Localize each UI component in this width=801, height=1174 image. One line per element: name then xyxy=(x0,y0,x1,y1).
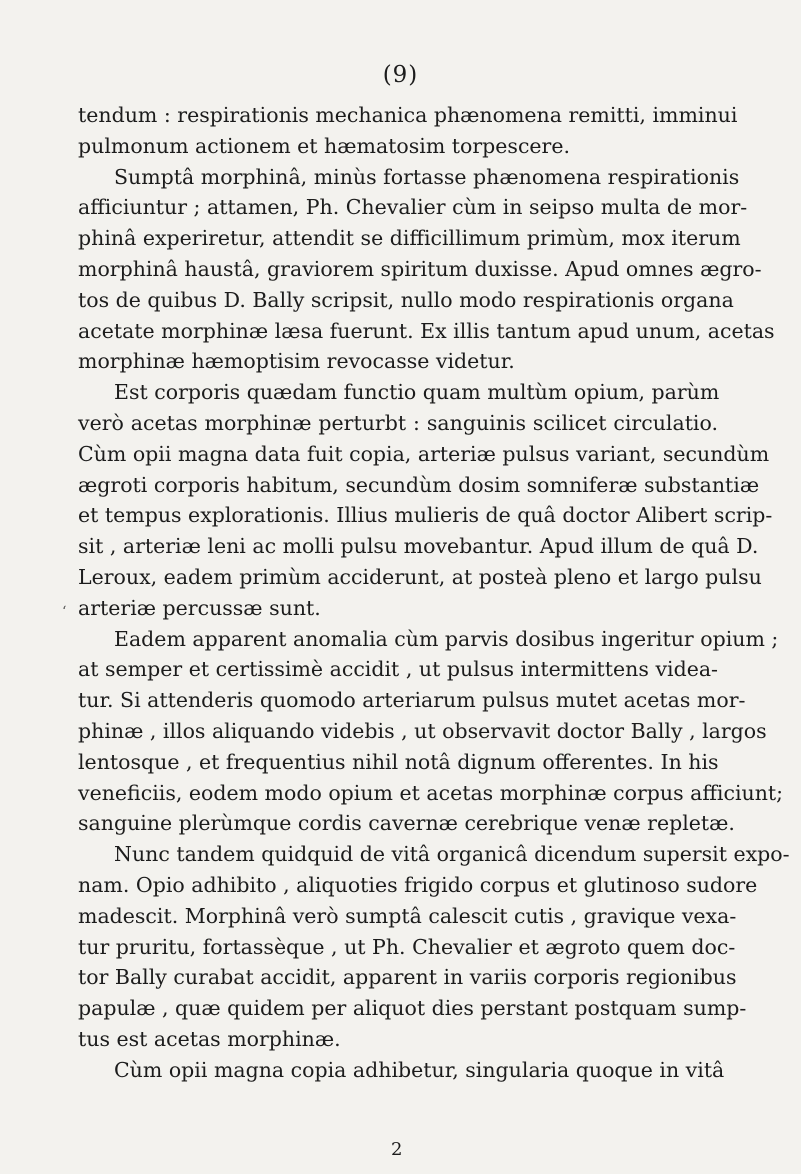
text-line: morphinâ haustâ, graviorem spiritum duxisse. Apud omnes ægro- xyxy=(78,256,762,281)
text-line: Sumptâ morphinâ, minùs fortasse phænomena respirationis xyxy=(114,164,740,189)
text-line: morphinæ hæmoptisim revocasse videtur. xyxy=(78,349,515,374)
body-text xyxy=(78,100,790,1086)
text-line: nam. Opio adhibito , aliquoties frigido corpus et glutinoso sudore xyxy=(78,872,758,897)
text-line: veneficiis, eodem modo opium et acetas morphinæ corpus afficiunt; xyxy=(78,780,784,805)
page-number: (9) xyxy=(382,62,419,88)
text-line: sanguine plerùmque cordis cavernæ cerebrique venæ repletæ. xyxy=(78,811,735,836)
text-line: verò acetas morphinæ perturbt : sanguinis scilicet circulatio. xyxy=(78,410,718,435)
text-line: Leroux, eadem primùm acciderunt, at posteà pleno et largo pulsu xyxy=(78,564,762,589)
text-line: papulæ , quæ quidem per aliquot dies perstant postquam sump- xyxy=(78,996,747,1021)
text-line: tus est acetas morphinæ. xyxy=(78,1026,341,1051)
text-line: acetate morphinæ læsa fuerunt. Ex illis tantum apud unum, acetas xyxy=(78,318,775,343)
text-line: pulmonum actionem et hæmatosim torpescere. xyxy=(78,133,570,158)
text-line: tor Bally curabat accidit, apparent in variis corporis regionibus xyxy=(78,965,737,990)
text-line: tur. Si attenderis quomodo arteriarum pulsus mutet acetas mor- xyxy=(78,688,746,713)
text-line: at semper et certissimè accidit , ut pulsus intermittens videa- xyxy=(78,657,718,682)
text-line: tur pruritu, fortassèque , ut Ph. Chevalier et ægroto quem doc- xyxy=(78,934,736,959)
text-line: phinæ , illos aliquando videbis , ut observavit doctor Bally , largos xyxy=(78,718,767,743)
text-line: ægroti corporis habitum, secundùm dosim somniferæ substantiæ xyxy=(78,472,760,497)
signature-mark: 2 xyxy=(391,1139,403,1160)
text-line: lentosque , et frequentius nihil notâ dignum offerentes. In his xyxy=(78,749,719,774)
text-line: Est corporis quædam functio quam multùm opium, parùm xyxy=(114,380,720,405)
text-line: Eadem apparent anomalia cùm parvis dosibus ingeritur opium ; xyxy=(114,626,779,651)
margin-mark: ‘ xyxy=(62,604,67,620)
text-line: arteriæ percussæ sunt. xyxy=(78,595,321,620)
text-line: et tempus explorationis. Illius mulieris de quâ doctor Alibert scrip- xyxy=(78,503,773,528)
text-line: tendum : respirationis mechanica phænomena remitti, imminui xyxy=(78,103,738,127)
text-line: Cùm opii magna data fuit copia, arteriæ pulsus variant, secundùm xyxy=(78,441,770,466)
text-line: sit , arteriæ leni ac molli pulsu movebantur. Apud illum de quâ D. xyxy=(78,534,759,559)
text-line: phinâ experiretur, attendit se difficillimum primùm, mox iterum xyxy=(78,226,741,251)
text-line: Cùm opii magna copia adhibetur, singularia quoque in vitâ xyxy=(114,1057,725,1082)
text-line: Nunc tandem quidquid de vitâ organicâ dicendum supersit expo- xyxy=(114,842,790,867)
text-line: tos de quibus D. Bally scripsit, nullo modo respirationis organa xyxy=(78,287,734,312)
text-line: afficiuntur ; attamen, Ph. Chevalier cùm in seipso multa de mor- xyxy=(78,195,748,220)
text-line: madescit. Morphinâ verò sumptâ calescit cutis , gravique vexa- xyxy=(78,903,737,928)
